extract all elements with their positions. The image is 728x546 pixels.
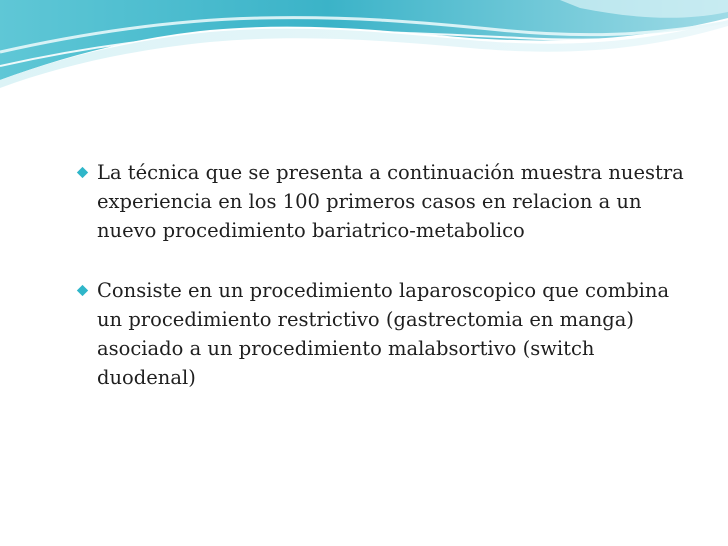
bullet-item-1	[76, 158, 696, 245]
bullet-list	[76, 158, 696, 423]
bullet-item-2	[76, 276, 696, 392]
diamond-bullet-icon	[76, 284, 89, 297]
bullet-text: La técnica que se presenta a continuación muestra nuestra experiencia en los 100 primeros casos en relacion a un nuevo procedimiento bariatrico-metabolico	[97, 161, 684, 242]
diamond-bullet-icon	[76, 166, 89, 179]
bullet-text: Consiste en un procedimiento laparoscopico que combina un procedimiento restrictivo (gastrectomia en manga) asociado a un procedimiento malabsortivo (switch duodenal)	[97, 279, 670, 389]
header-wave-decoration	[0, 0, 728, 90]
